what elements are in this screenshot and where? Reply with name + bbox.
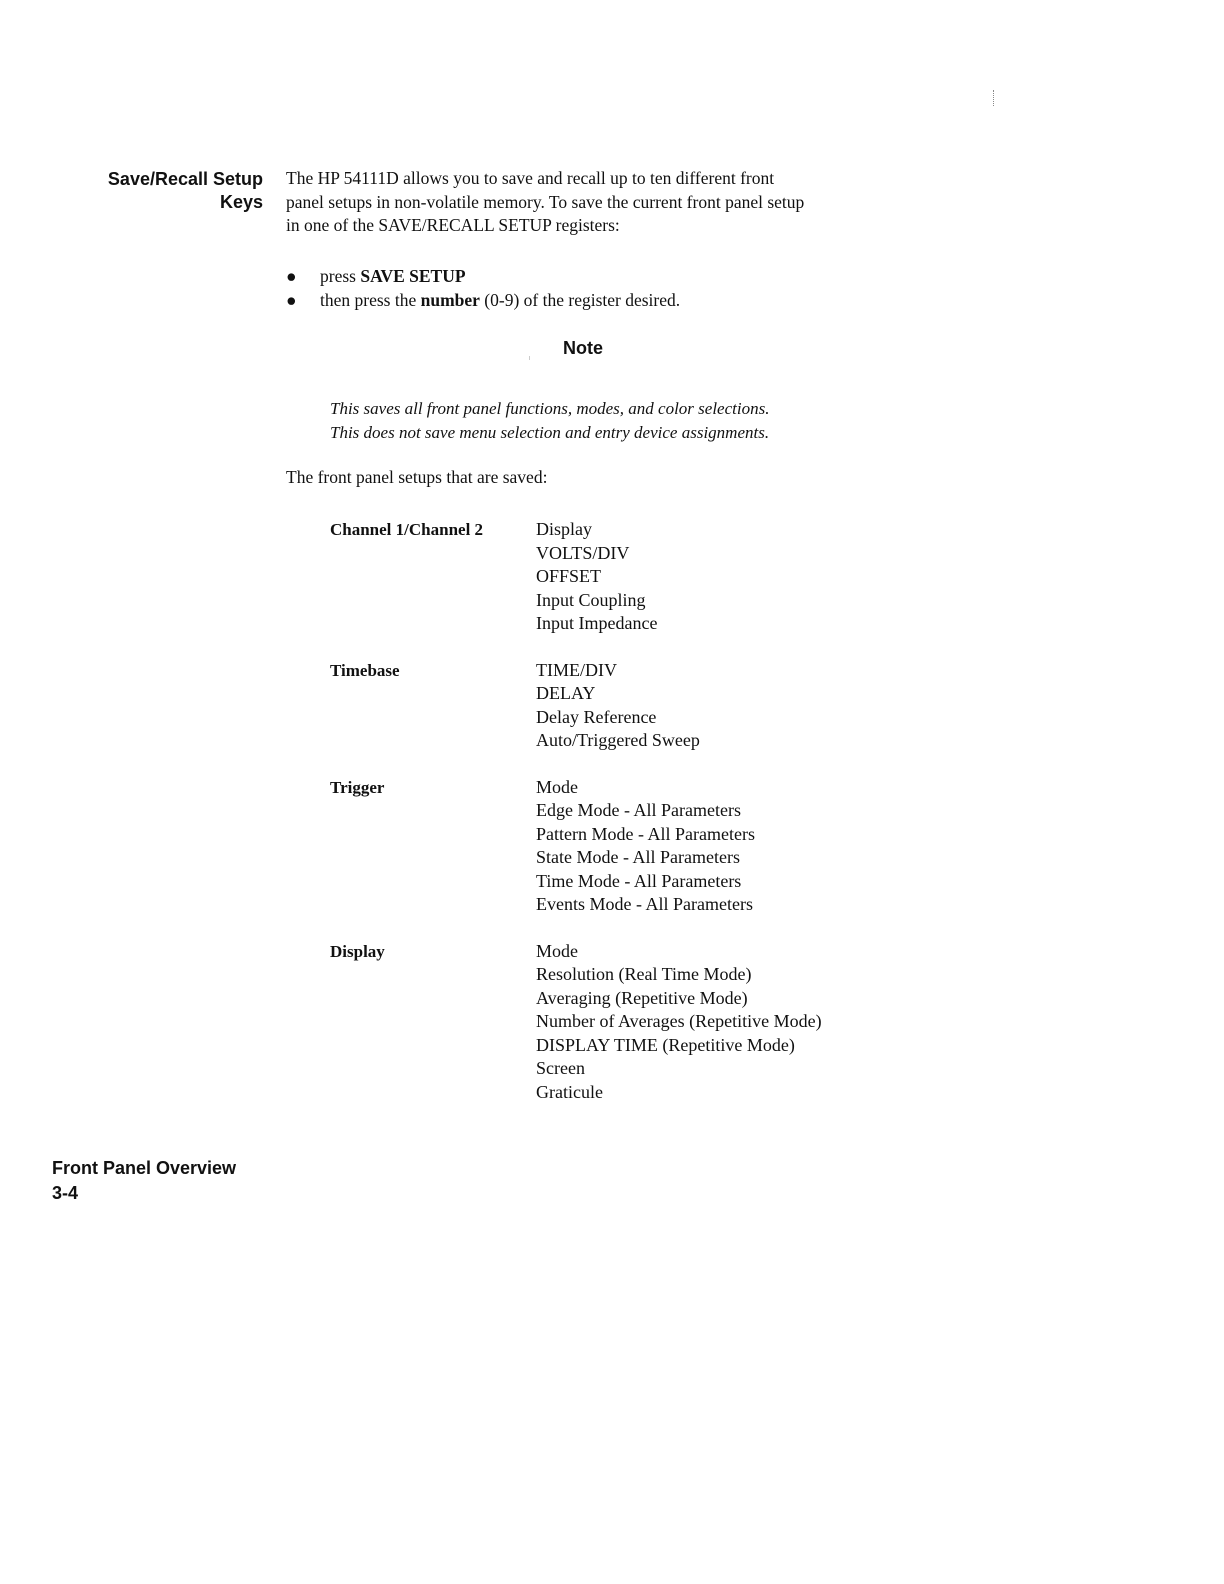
setup-item: Screen: [536, 1058, 585, 1078]
intro-line-1: The HP 54111D allows you to save and recall up to ten different front: [286, 168, 775, 188]
setup-item: Edge Mode - All Parameters: [536, 800, 741, 820]
setup-item: Resolution (Real Time Mode): [536, 964, 752, 984]
setup-item: Graticule: [536, 1081, 603, 1102]
note-line-1: This saves all front panel functions, modes, and color selections.: [330, 399, 770, 418]
setup-item: Pattern Mode - All Parameters: [536, 823, 755, 844]
setup-item: Number of Averages (Repetitive Mode): [536, 1011, 822, 1031]
footer-section-title: Front Panel Overview: [52, 1158, 237, 1178]
setup-group-channel: [330, 518, 822, 636]
setup-item: Input Impedance: [536, 613, 658, 633]
page-number: 3-4: [52, 1183, 79, 1203]
setup-item: Events Mode - All Parameters: [536, 894, 753, 914]
note-body: [330, 397, 769, 445]
note-heading: Note: [563, 338, 603, 358]
setup-group-display: [330, 940, 822, 1105]
setup-item: DISPLAY TIME (Repetitive Mode): [536, 1034, 795, 1055]
group-name: Timebase: [330, 660, 400, 680]
instruction-list: [286, 264, 680, 312]
bullet-icon: ●: [286, 290, 297, 310]
section-heading-line-2: Keys: [219, 192, 263, 212]
setup-item: DELAY: [536, 683, 596, 703]
setup-group-timebase: [330, 659, 822, 753]
group-name: Channel 1/Channel 2: [330, 520, 484, 539]
bullet-key-label: SAVE SETUP: [360, 266, 466, 286]
list-item: [286, 264, 680, 288]
list-item: [286, 288, 680, 312]
bullet-text-prefix: press: [320, 266, 361, 286]
group-name: Trigger: [330, 777, 385, 797]
setup-group-trigger: [330, 776, 822, 917]
saved-setups-table: [330, 518, 822, 1127]
bullet-key-label: number: [420, 290, 480, 310]
setup-item: Mode: [536, 940, 578, 961]
bullet-text-prefix: then press the: [320, 290, 421, 310]
group-items: [536, 659, 700, 753]
setup-item: VOLTS/DIV: [536, 542, 630, 563]
bullet-icon: ●: [286, 266, 297, 286]
setup-item: OFFSET: [536, 566, 602, 586]
bullet-text-suffix: (0-9) of the register desired.: [479, 290, 681, 310]
margin-mark: [993, 90, 996, 106]
intro-line-3: in one of the SAVE/RECALL SETUP registers:: [286, 215, 620, 235]
setup-item: TIME/DIV: [536, 659, 617, 680]
setup-item: Auto/Triggered Sweep: [536, 730, 700, 750]
group-items: [536, 776, 755, 917]
group-items: [536, 518, 657, 636]
section-heading-line-1: Save/Recall Setup: [107, 169, 263, 189]
saved-setups-intro: The front panel setups that are saved:: [286, 467, 548, 487]
note-line-2: This does not save menu selection and entry device assignments.: [330, 423, 770, 442]
scan-artifact: [529, 356, 530, 360]
group-items: [536, 940, 822, 1105]
setup-item: Input Coupling: [536, 589, 646, 610]
intro-paragraph: [286, 167, 906, 238]
group-name: Display: [330, 941, 385, 961]
setup-item: Averaging (Repetitive Mode): [536, 987, 748, 1008]
setup-item: Time Mode - All Parameters: [536, 870, 742, 891]
intro-line-2: panel setups in non-volatile memory. To save the current front panel setup: [286, 191, 805, 212]
setup-item: Delay Reference: [536, 706, 657, 727]
setup-item: Mode: [536, 776, 578, 797]
setup-item: Display: [536, 519, 592, 539]
setup-item: State Mode - All Parameters: [536, 847, 740, 867]
section-heading: [60, 168, 263, 214]
